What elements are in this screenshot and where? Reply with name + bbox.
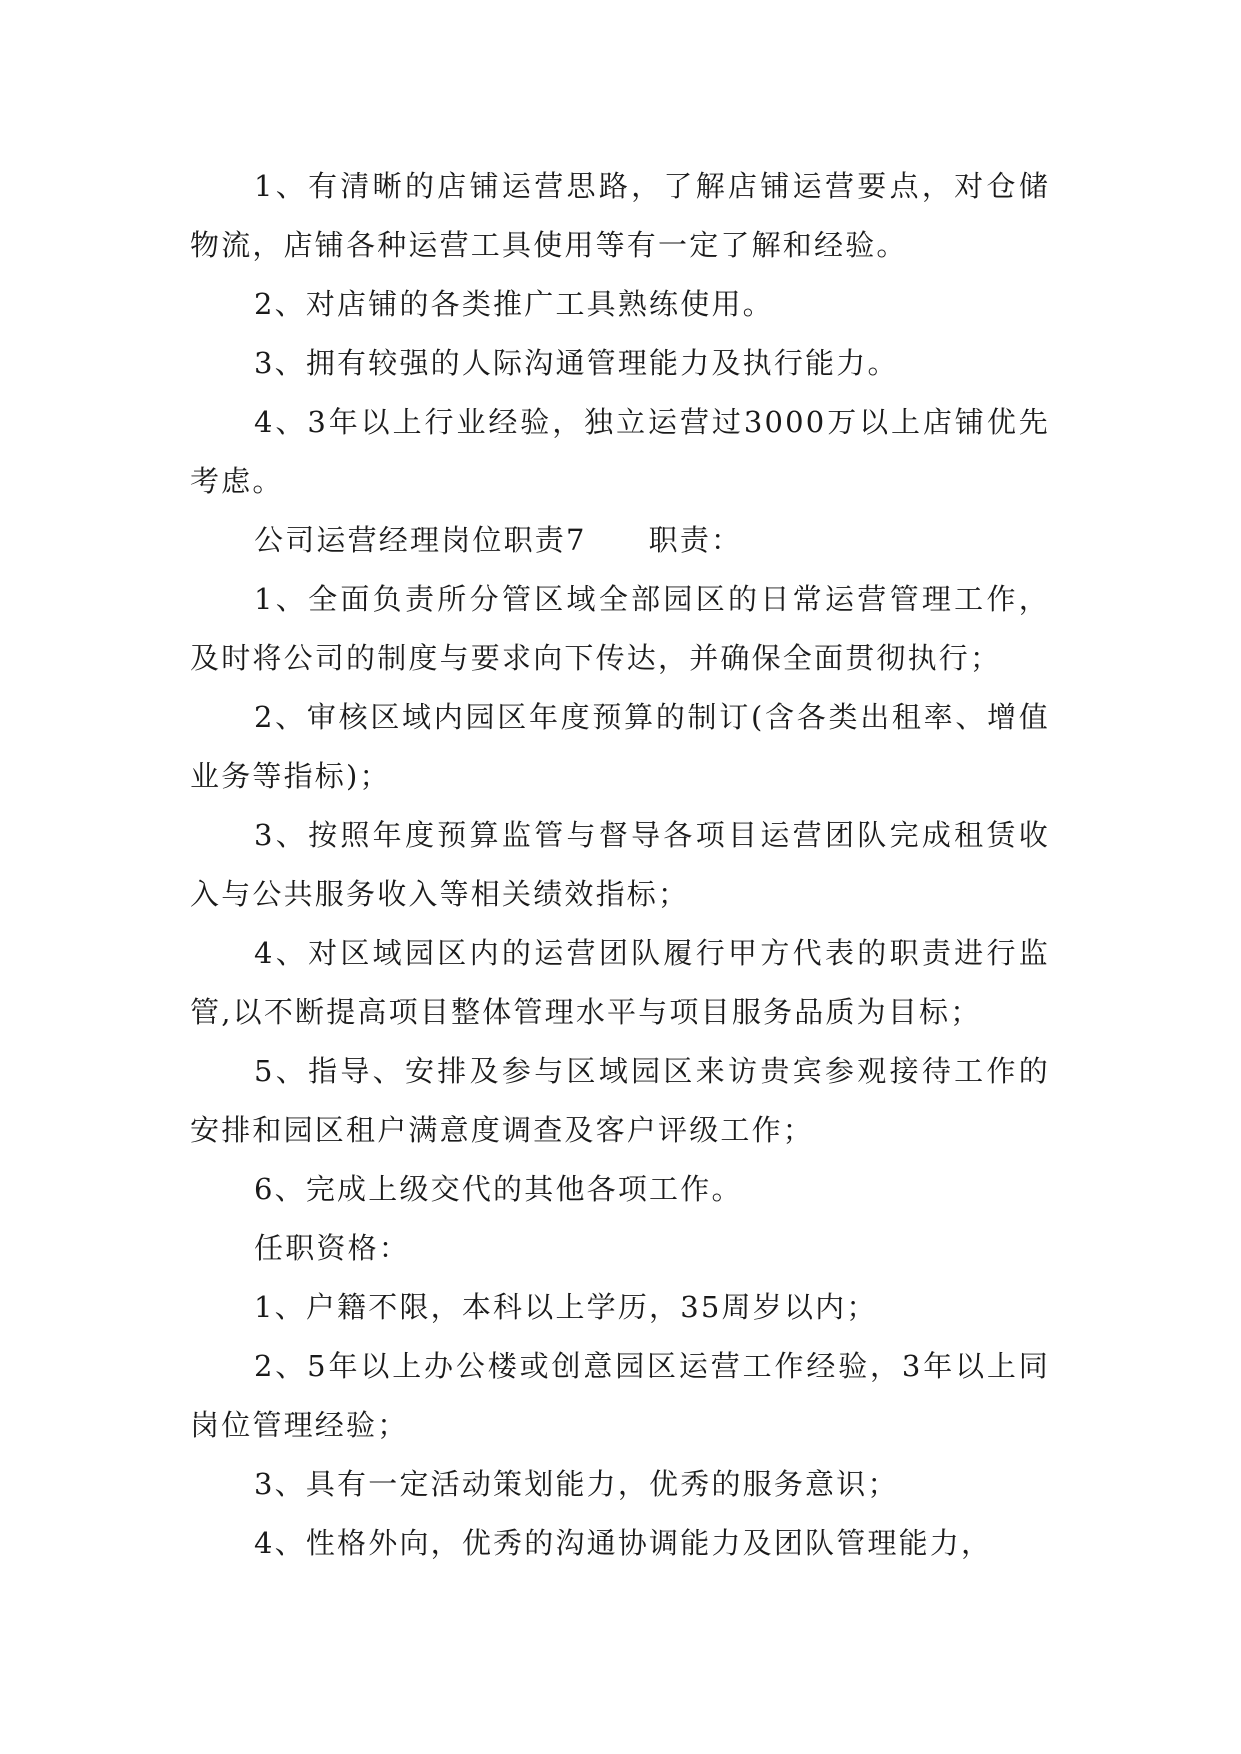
section-heading [190,511,1050,570]
paragraph: 3、拥有较强的人际沟通管理能力及执行能力。 [254,346,899,380]
section-title: 公司运营经理岗位职责7 [254,523,587,557]
qualification-item: 4、性格外向，优秀的沟通协调能力及团队管理能力， [254,1526,993,1560]
duty-item: 1、全面负责所分管区域全部园区的日常运营管理工作，及时将公司的制度与要求向下传达，并确保全面贯彻执行； [190,582,1050,675]
duty-item: 2、审核区域内园区年度预算的制订(含各类出租率、增值业务等指标)； [190,700,1050,793]
paragraph: 4、3年以上行业经验，独立运营过3000万以上店铺优先考虑。 [190,405,1050,498]
paragraph: 2、对店铺的各类推广工具熟练使用。 [254,287,774,321]
document-body [190,157,1050,1573]
qualifications-heading: 任职资格： [254,1231,411,1265]
qualification-item: 2、5年以上办公楼或创意园区运营工作经验，3年以上同岗位管理经验； [190,1349,1050,1442]
duty-item: 4、对区域园区内的运营团队履行甲方代表的职责进行监管,以不断提高项目整体管理水平与项目服务品质为目标； [190,936,1050,1029]
section-label: 职责： [648,523,743,557]
duty-item: 3、按照年度预算监管与督导各项目运营团队完成租赁收入与公共服务收入等相关绩效指标； [190,818,1050,911]
qualification-item: 3、具有一定活动策划能力，优秀的服务意识； [254,1467,899,1501]
duty-item: 6、完成上级交代的其他各项工作。 [254,1172,743,1206]
qualification-item: 1、户籍不限，本科以上学历，35周岁以内； [254,1290,878,1324]
duty-item: 5、指导、安排及参与区域园区来访贵宾参观接待工作的安排和园区租户满意度调查及客户评级工作； [190,1054,1050,1147]
paragraph: 1、有清晰的店铺运营思路，了解店铺运营要点，对仓储物流，店铺各种运营工具使用等有一定了解和经验。 [190,169,1050,262]
